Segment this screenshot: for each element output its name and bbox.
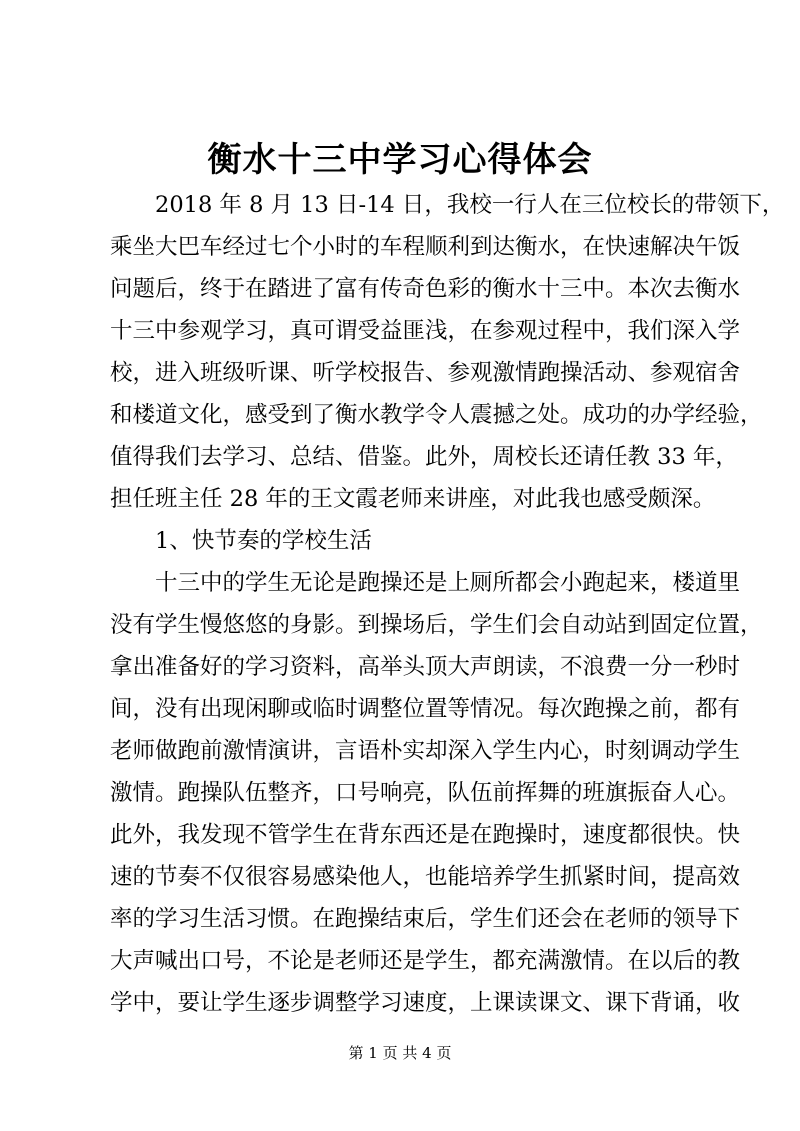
page-title: 衡水十三中学习心得体会 [207,140,593,180]
paragraph-1-line-7: 值得我们去学习、总结、借鉴。此外，周校长还请任教 33 年， [110,444,738,470]
page-footer: 第 1 页 共 4 页 [348,1044,452,1062]
paragraph-1-line-4: 十三中参观学习，真可谓受益匪浅，在参观过程中，我们深入学 [110,318,741,344]
paragraph-1-line-2: 乘坐大巴车经过七个小时的车程顺利到达衡水，在快速解决午饭 [110,234,741,260]
paragraph-1-line-5: 校，进入班级听课、听学校报告、参观激情跑操活动、参观宿舍 [110,360,741,386]
paragraph-1-line-8: 担任班主任 28 年的王文霞老师来讲座，对此我也感受颇深。 [110,486,716,512]
paragraph-1-line-6: 和楼道文化，感受到了衡水教学令人震撼之处。成功的办学经验， [110,402,763,428]
paragraph-2-line-4: 间，没有出现闲聊或临时调整位置等情况。每次跑操之前，都有 [110,696,741,722]
paragraph-1-line-1: 2018 年 8 月 13 日-14 日，我校一行人在三位校长的带领下， [155,192,785,218]
paragraph-2-line-8: 速的节奏不仅很容易感染他人，也能培养学生抓紧时间，提高效 [110,864,741,890]
paragraph-2-line-7: 此外，我发现不管学生在背东西还是在跑操时，速度都很快。快 [110,822,741,848]
paragraph-2-line-1: 十三中的学生无论是跑操还是上厕所都会小跑起来，楼道里 [155,570,741,596]
paragraph-2-line-2: 没有学生慢悠悠的身影。到操场后，学生们会自动站到固定位置， [110,612,763,638]
paragraph-2-line-11: 学中，要让学生逐步调整学习速度，上课读课文、课下背诵，收 [110,990,741,1016]
paragraph-2-line-5: 老师做跑前激情演讲，言语朴实却深入学生内心，时刻调动学生 [110,738,741,764]
paragraph-1-line-3: 问题后，终于在踏进了富有传奇色彩的衡水十三中。本次去衡水 [110,276,741,302]
paragraph-2-line-3: 拿出准备好的学习资料，高举头顶大声朗读，不浪费一分一秒时 [110,654,741,680]
paragraph-2-line-9: 率的学习生活习惯。在跑操结束后，学生们还会在老师的领导下 [110,906,741,932]
paragraph-2-line-6: 激情。跑操队伍整齐，口号响亮，队伍前挥舞的班旗振奋人心。 [110,780,741,806]
paragraph-2-line-10: 大声喊出口号，不论是老师还是学生，都充满激情。在以后的教 [110,948,741,974]
section-heading: 1、快节奏的学校生活 [155,528,372,554]
